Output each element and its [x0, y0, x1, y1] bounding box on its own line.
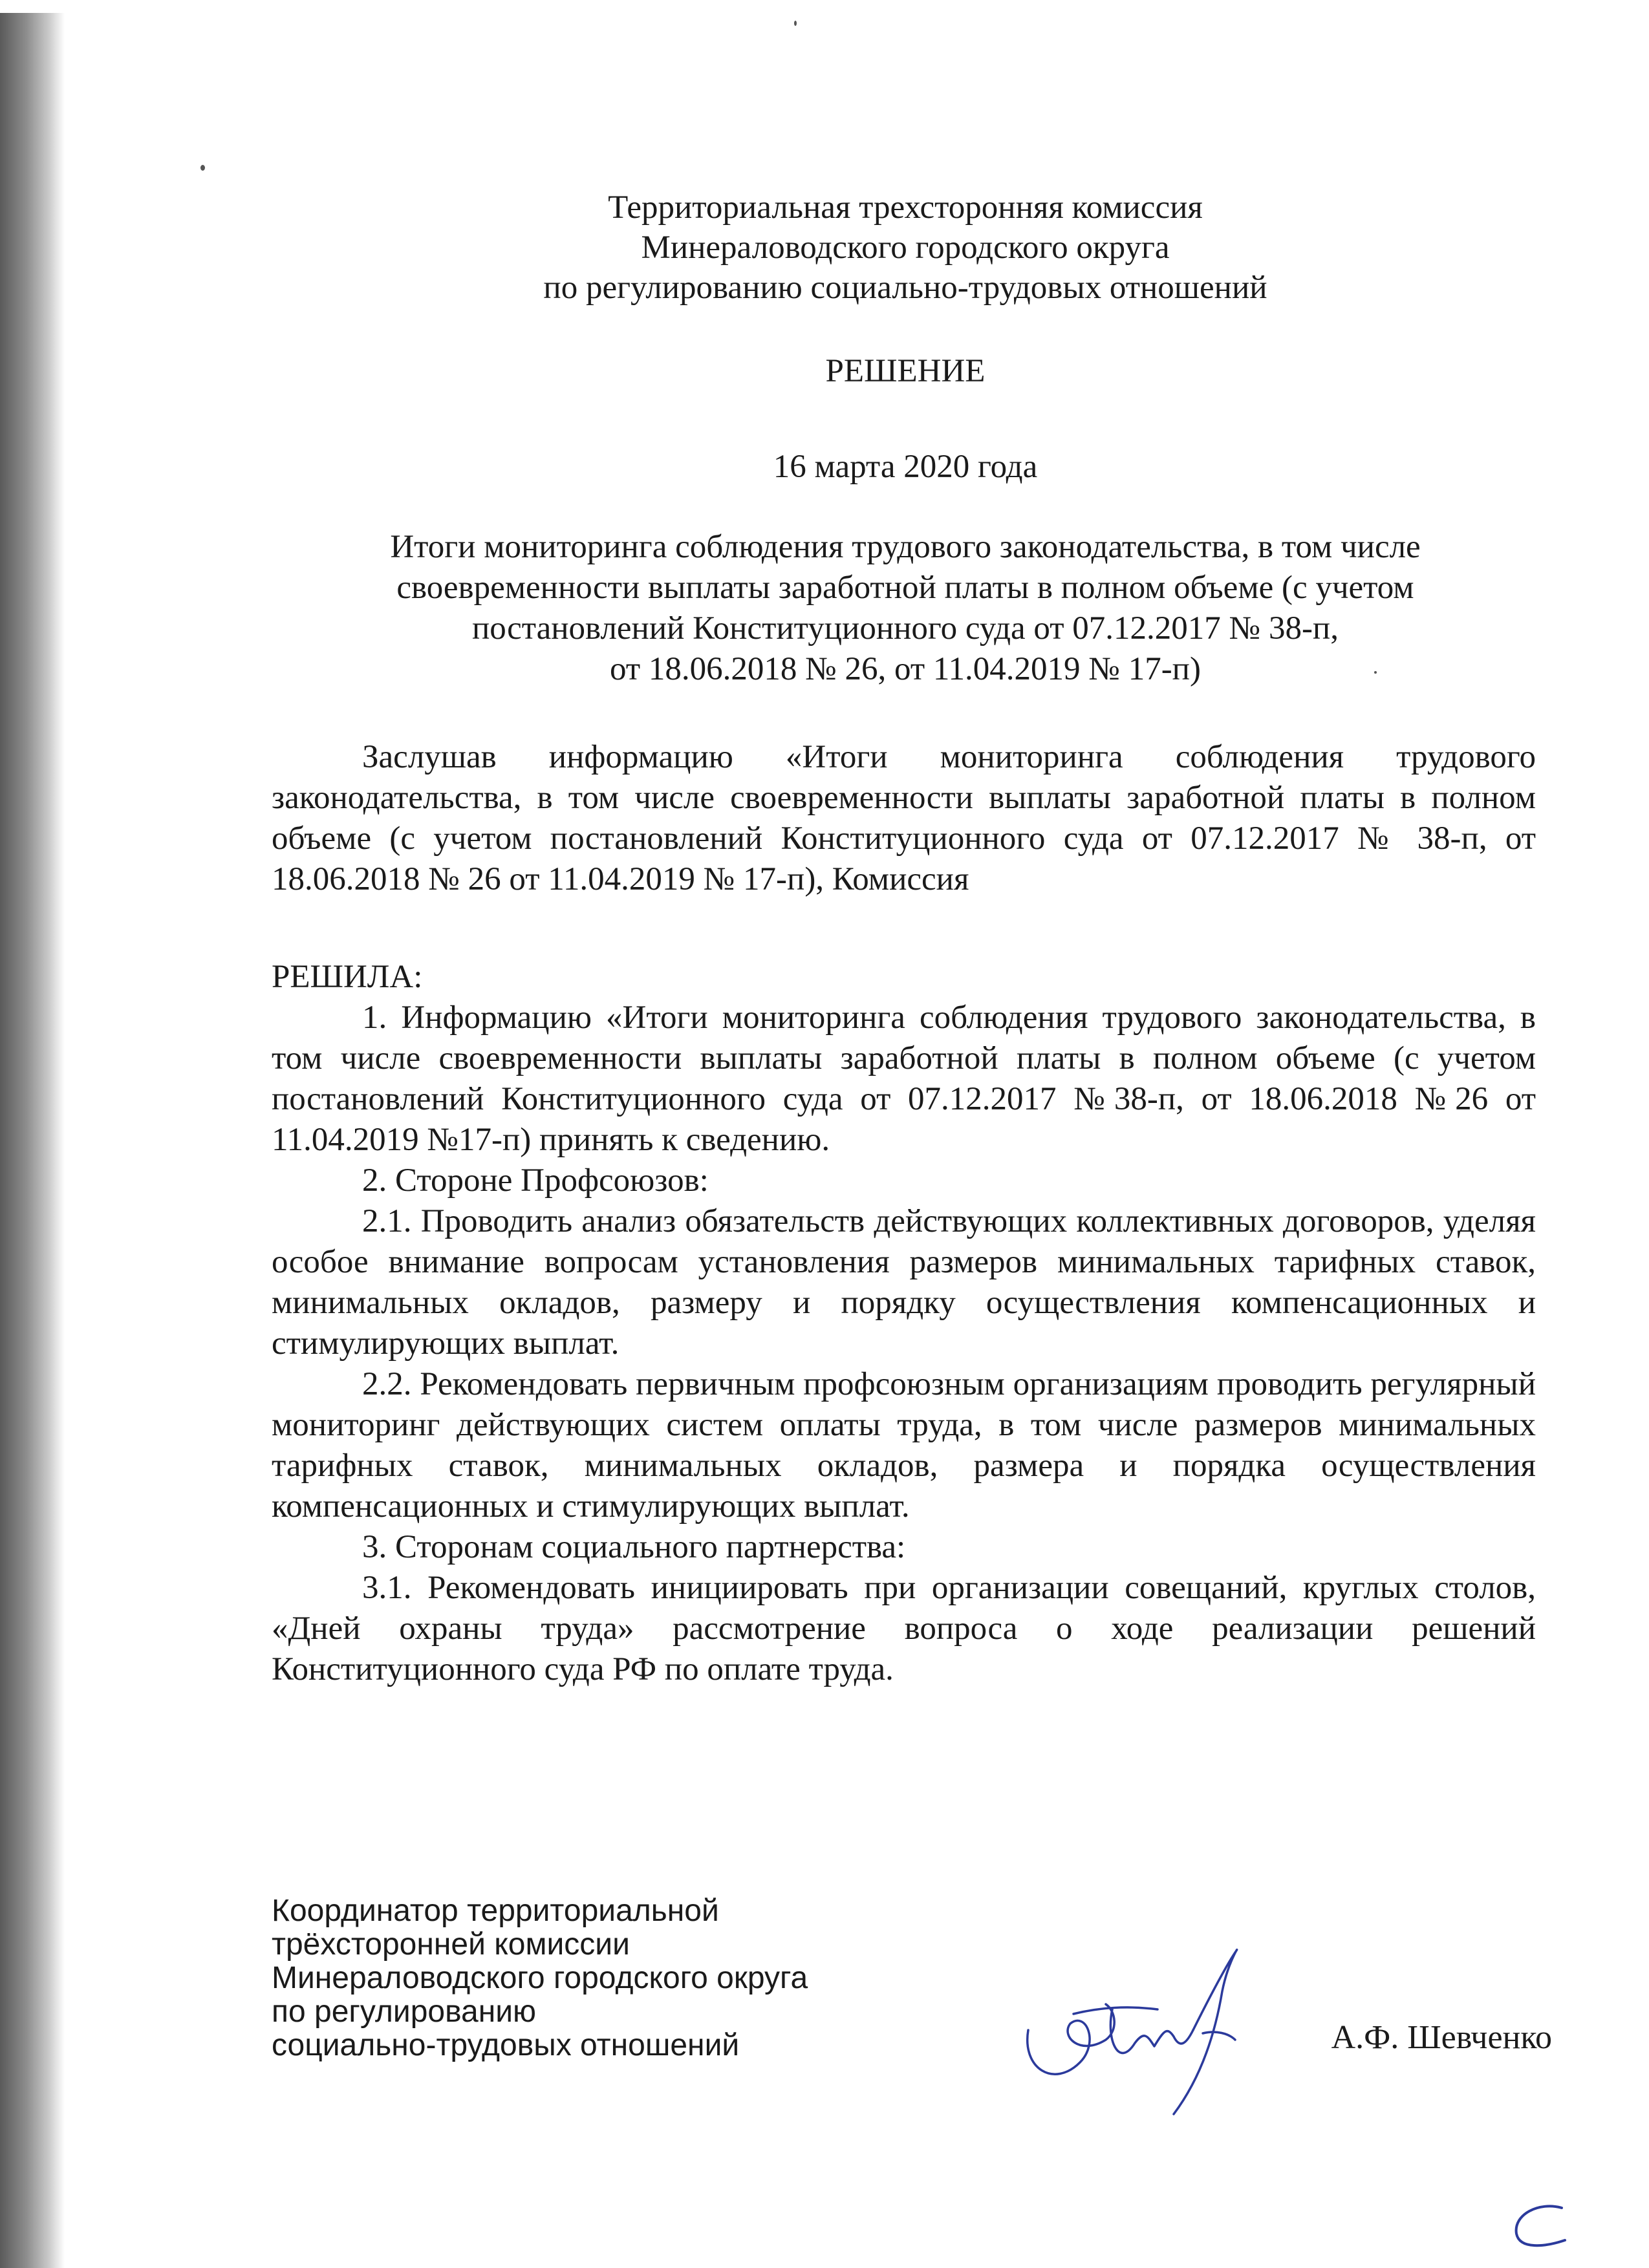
header-line: Минераловодского городского округа — [641, 230, 1170, 266]
subject-line: Итоги мониторинга соблюдения трудового законодательства, в том числе — [390, 529, 1421, 565]
position-line: трёхсторонней комиссии — [272, 1927, 630, 1962]
signatory-position — [272, 1894, 983, 2062]
position-line: Минераловодского городского округа — [272, 1961, 808, 1995]
document-title: РЕШЕНИЕ — [825, 353, 986, 389]
position-line: социально-трудовых отношений — [272, 2028, 740, 2062]
scan-speck — [794, 21, 797, 26]
header-line: Территориальная трехсторонняя комиссия — [608, 189, 1203, 226]
intro-section — [272, 737, 1536, 900]
decision-item: 3. Сторонам социального партнерства: — [362, 1529, 906, 1565]
decision-item: 2. Стороне Профсоюзов: — [362, 1162, 709, 1199]
intro-paragraph: Заслушав информацию «Итоги мониторинга соблюдения трудового законодательства, в том числе своевременности выплаты заработной платы в полном объеме (с учетом постановлений Конституционного суда от 07.12.2017 № 38-п, от 18.06.2018 № 26 от 11.04.2019 № 17-п), Комиссия — [272, 739, 1536, 897]
subject-line: от 18.06.2018 № 26, от 11.04.2019 № 17-п) — [610, 651, 1201, 687]
decision-item: 2.2. Рекомендовать первичным профсоюзным организациям проводить регулярный мониторинг действующих систем оплаты труда, в том числе размеров минимальных тарифных ставок, минимальных окладов, размера и порядка осуществления компенсационных и стимулирующих выплат. — [272, 1366, 1536, 1524]
pen-mark — [1500, 2195, 1578, 2253]
position-line: Координатор территориальной — [272, 1894, 719, 1928]
document-subject — [278, 527, 1533, 690]
signer-name: А.Ф. Шевченко — [1331, 2019, 1552, 2056]
document-date: 16 марта 2020 года — [773, 449, 1038, 485]
subject-line: постановлений Конституционного суда от 07.12.2017 № 38-п, — [472, 610, 1339, 647]
decision-section — [272, 957, 1536, 1690]
position-line: по регулированию — [272, 1995, 537, 2029]
pen-mark-stroke — [1516, 2206, 1565, 2245]
scan-shadow-edge — [0, 13, 65, 2268]
decision-heading: РЕШИЛА: — [272, 959, 423, 995]
decision-item: 3.1. Рекомендовать инициировать при организации совещаний, круглых столов, «Дней охраны труда» рассмотрение вопроса о ходе реализации решений Конституционного суда РФ по оплате труда. — [272, 1570, 1536, 1687]
decision-item: 2.1. Проводить анализ обязательств действующих коллективных договоров, уделяя особое внимание вопросам установления размеров минимальных тарифных ставок, минимальных окладов, размеру и порядку осуществления компенсационных и стимулирующих выплат. — [272, 1203, 1536, 1362]
commission-header — [453, 187, 1358, 308]
header-line: по регулированию социально-трудовых отношений — [543, 270, 1267, 306]
subject-line: своевременности выплаты заработной платы в полном объеме (с учетом — [396, 570, 1414, 606]
decision-item: 1. Информацию «Итоги мониторинга соблюдения трудового законодательства, в том числе своевременности выплаты заработной платы в полном объеме (с учетом постановлений Конституционного суда от 07.12.2017 №38-п, от 18.06.2018 №26 от 11.04.2019 №17-п) принять к сведению. — [272, 1000, 1536, 1158]
scan-speck — [200, 165, 205, 171]
signature-strokes — [1028, 1950, 1237, 2114]
